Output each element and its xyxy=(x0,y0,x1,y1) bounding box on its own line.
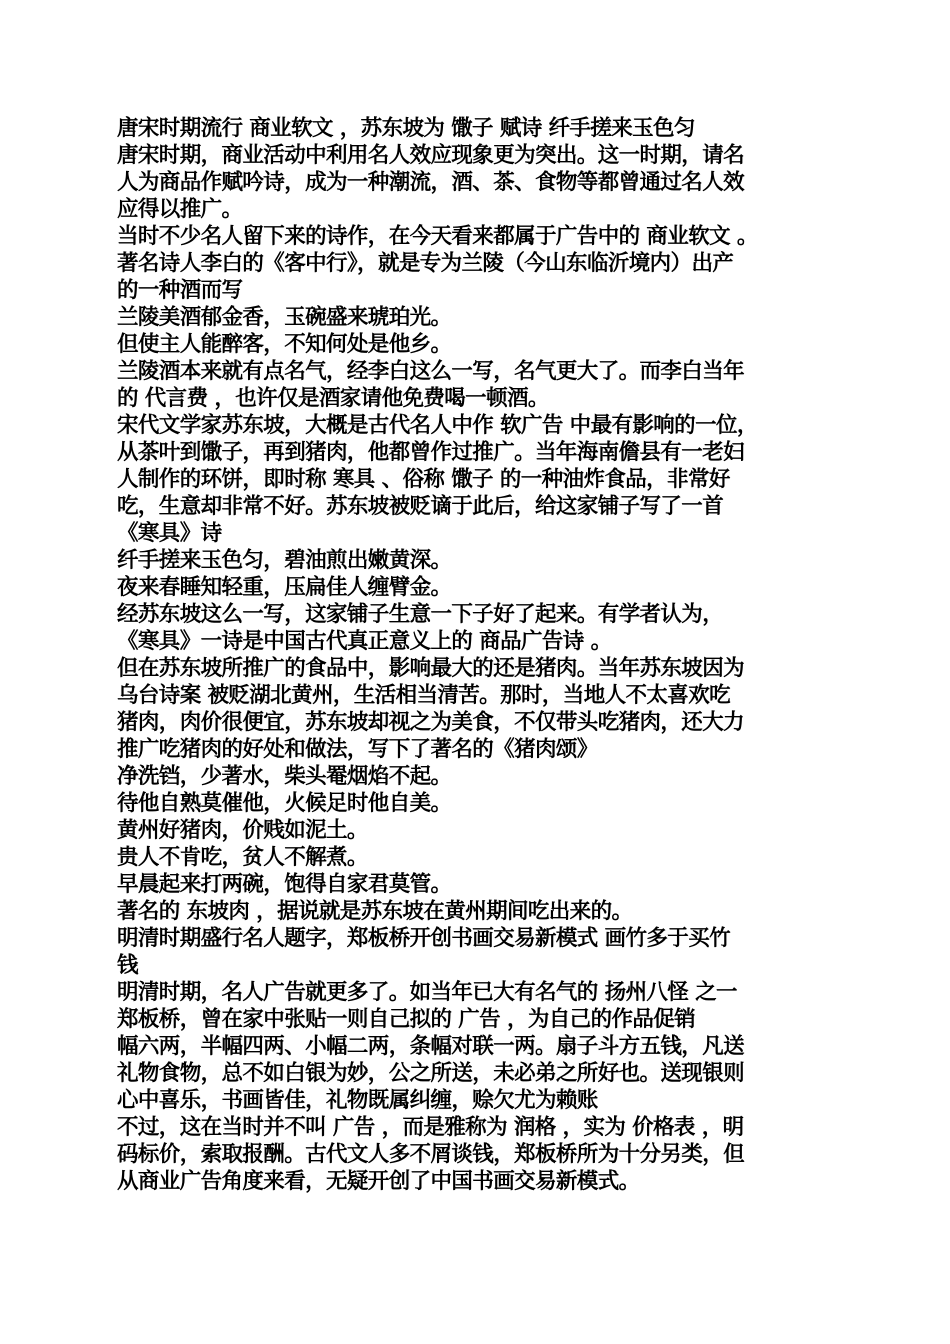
text-line: 明清时期，名人广告就更多了。如当年已大有名气的 扬州八怪 之一 xyxy=(117,980,737,1005)
poem-line: 黄州好猪肉，价贱如泥土。 xyxy=(117,818,368,843)
poem-line: 纤手搓来玉色匀，碧油煎出嫩黄深。 xyxy=(117,548,452,573)
text-line: 宋代文学家苏东坡，大概是古代名人中作 软广告 中最有影响的一位， xyxy=(117,413,758,438)
text-line: 幅六两，半幅四两、小幅二两，条幅对联一两。扇子斗方五钱，凡送 xyxy=(117,1034,745,1059)
text-line: 的 代言费 ，也许仅是酒家请他免费喝一顿酒。 xyxy=(117,386,549,411)
text-line: 的一种酒而写 xyxy=(117,278,243,303)
text-line: 唐宋时期，商业活动中利用名人效应现象更为突出。这一时期，请名 xyxy=(117,143,745,168)
text-line: 吃，生意却非常不好。苏东坡被贬谪于此后，给这家铺子写了一首 xyxy=(117,494,724,519)
text-line: 从商业广告角度来看，无疑开创了中国书画交易新模式。 xyxy=(117,1169,640,1194)
text-line: 人制作的环饼，即时称 寒具 、俗称 馓子 的一种油炸食品，非常好 xyxy=(117,467,730,492)
text-line: 郑板桥，曾在家中张贴一则自己拟的 广告 ，为自己的作品促销 xyxy=(117,1007,696,1032)
text-line: 心中喜乐，书画皆佳，礼物既属纠缠，赊欠尤为赖账 xyxy=(117,1088,598,1113)
text-line: 《寒具》一诗是中国古代真正意义上的 商品广告诗 。 xyxy=(117,629,612,654)
heading-tang-song: 唐宋时期流行 商业软文 ，苏东坡为 馓子 赋诗 纤手搓来玉色匀 xyxy=(117,116,695,141)
document-page xyxy=(117,115,837,1195)
text-line: 码标价，索取报酬。古代文人多不屑谈钱，郑板桥所为十分另类，但 xyxy=(117,1142,745,1167)
text-line: 应得以推广。 xyxy=(117,197,243,222)
text-line: 著名诗人李白的《客中行》，就是专为兰陵（今山东临沂境内）出产 xyxy=(117,251,734,276)
text-line: 但在苏东坡所推广的食品中，影响最大的还是猪肉。当年苏东坡因为 xyxy=(117,656,745,681)
text-line: 人为商品作赋吟诗，成为一种潮流，酒、茶、食物等都曾通过名人效 xyxy=(117,170,745,195)
text-line: 兰陵酒本来就有点名气，经李白这么一写，名气更大了。而李白当年 xyxy=(117,359,745,384)
text-line: 经苏东坡这么一写，这家铺子生意一下子好了起来。有学者认为， xyxy=(117,602,724,627)
poem-line: 待他自熟莫催他，火候足时他自美。 xyxy=(117,791,452,816)
text-line: 当时不少名人留下来的诗作，在今天看来都属于广告中的 商业软文 。 xyxy=(117,224,758,249)
poem-line: 兰陵美酒郁金香，玉碗盛来琥珀光。 xyxy=(117,305,452,330)
text-line: 从茶叶到馓子，再到猪肉，他都曾作过推广。当年海南儋县有一老妇 xyxy=(117,440,745,465)
heading-ming-qing: 明清时期盛行名人题字，郑板桥开创书画交易新模式 画竹多于买竹 xyxy=(117,926,730,951)
text-line: 礼物食物，总不如白银为妙，公之所送，未必弟之所好也。送现银则 xyxy=(117,1061,745,1086)
poem-line: 但使主人能醉客，不知何处是他乡。 xyxy=(117,332,452,357)
poem-line: 贵人不肯吃，贫人不解煮。 xyxy=(117,845,368,870)
poem-line: 净洗铛，少著水，柴头罨烟焰不起。 xyxy=(117,764,452,789)
text-line: 猪肉，肉价很便宜，苏东坡却视之为美食，不仅带头吃猪肉，还大力 xyxy=(117,710,745,735)
text-line: 乌台诗案 被贬湖北黄州，生活相当清苦。那时，当地人不太喜欢吃 xyxy=(117,683,730,708)
heading-ming-qing-cont: 钱 xyxy=(117,953,138,978)
text-line: 《寒具》诗 xyxy=(117,521,222,546)
poem-line: 夜来春睡知轻重，压扁佳人缠臂金。 xyxy=(117,575,452,600)
text-line: 推广吃猪肉的好处和做法，写下了著名的《猪肉颂》 xyxy=(117,737,598,762)
text-line: 不过，这在当时并不叫 广告 ，而是雅称为 润格 ，实为 价格表 ，明 xyxy=(117,1115,744,1140)
text-line: 著名的 东坡肉 ，据说就是苏东坡在黄州期间吃出来的。 xyxy=(117,899,633,924)
poem-line: 早晨起来打两碗，饱得自家君莫管。 xyxy=(117,872,452,897)
